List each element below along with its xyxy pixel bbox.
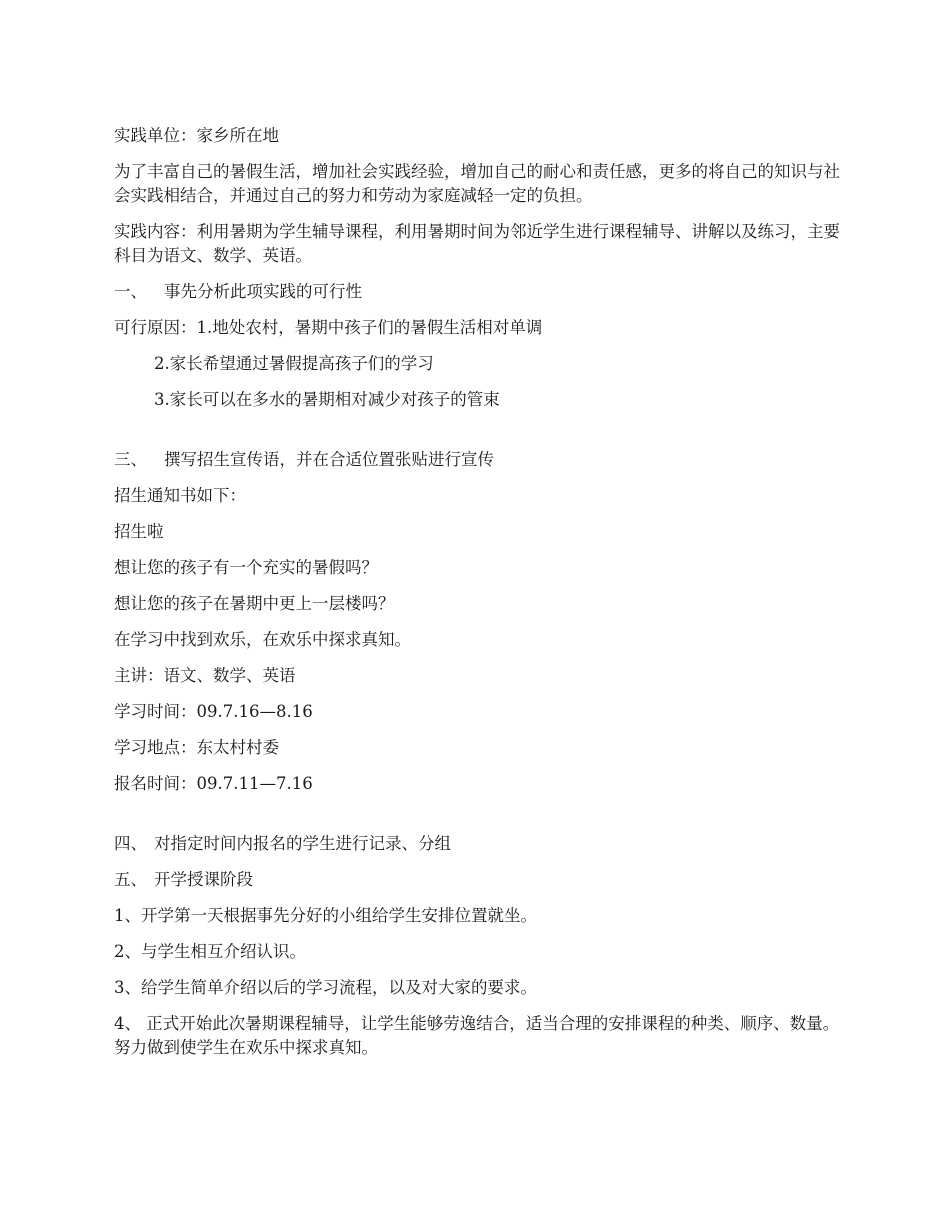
notice-slogan: 在学习中找到欢乐，在欢乐中探求真知。 [114, 630, 411, 649]
section-4-number: 四、 [114, 834, 147, 853]
feasibility-reason-1: 可行原因：1.地处农村，暑期中孩子们的暑假生活相对单调 [114, 318, 543, 337]
section-4-heading [114, 832, 842, 856]
practice-unit: 实践单位：家乡所在地 [114, 126, 279, 145]
notice-question-1: 想让您的孩子有一个充实的暑假吗？ [114, 558, 378, 577]
feasibility-reason-3: 3.家长可以在多水的暑期相对减少对孩子的管束 [154, 390, 500, 409]
section-3-title: 撰写招生宣传语，并在合适位置张贴进行宣传 [164, 450, 494, 469]
section-5-title: 开学授课阶段 [154, 870, 253, 889]
step-4: 4、 正式开始此次暑期课程辅导，让学生能够劳逸结合，适当合理的安排课程的种类、顺序、数量。努力做到使学生在欢乐中探求真知。 [114, 1014, 840, 1057]
step-1: 1、开学第一天根据事先分好的小组给学生安排位置就坐。 [114, 906, 537, 925]
section-1-number: 一、 [114, 282, 147, 301]
notice-question-2: 想让您的孩子在暑期中更上一层楼吗？ [114, 594, 395, 613]
section-4-title: 对指定时间内报名的学生进行记录、分组 [154, 834, 451, 853]
step-2: 2、与学生相互介绍认识。 [114, 942, 306, 961]
feasibility-reason-2: 2.家长希望通过暑假提高孩子们的学习 [154, 354, 434, 373]
section-3-number: 三、 [114, 450, 147, 469]
notice-headline: 招生啦 [114, 522, 164, 541]
spacer [114, 808, 842, 832]
step-3: 3、给学生简单介绍以后的学习流程，以及对大家的要求。 [114, 978, 537, 997]
section-1-heading [114, 280, 842, 304]
section-5-number: 五、 [114, 870, 147, 889]
section-3-heading [114, 448, 842, 472]
purpose-paragraph: 为了丰富自己的暑假生活，增加社会实践经验，增加自己的耐心和责任感，更多的将自己的知识与社会实践相结合，并通过自己的努力和劳动为家庭减轻一定的负担。 [114, 162, 840, 205]
spacer [114, 424, 842, 448]
notice-intro: 招生通知书如下： [114, 486, 246, 505]
content-paragraph: 实践内容：利用暑期为学生辅导课程，利用暑期时间为邻近学生进行课程辅导、讲解以及练习，主要科目为语文、数学、英语。 [114, 222, 840, 265]
section-1-title: 事先分析此项实践的可行性 [164, 282, 362, 301]
notice-study-place: 学习地点：东太村村委 [114, 738, 279, 757]
notice-study-time: 学习时间：09.7.16—8.16 [114, 702, 313, 721]
document-body [114, 124, 842, 1072]
notice-subjects: 主讲：语文、数学、英语 [114, 666, 296, 685]
notice-signup-time: 报名时间：09.7.11—7.16 [114, 774, 313, 793]
section-5-heading [114, 868, 842, 892]
